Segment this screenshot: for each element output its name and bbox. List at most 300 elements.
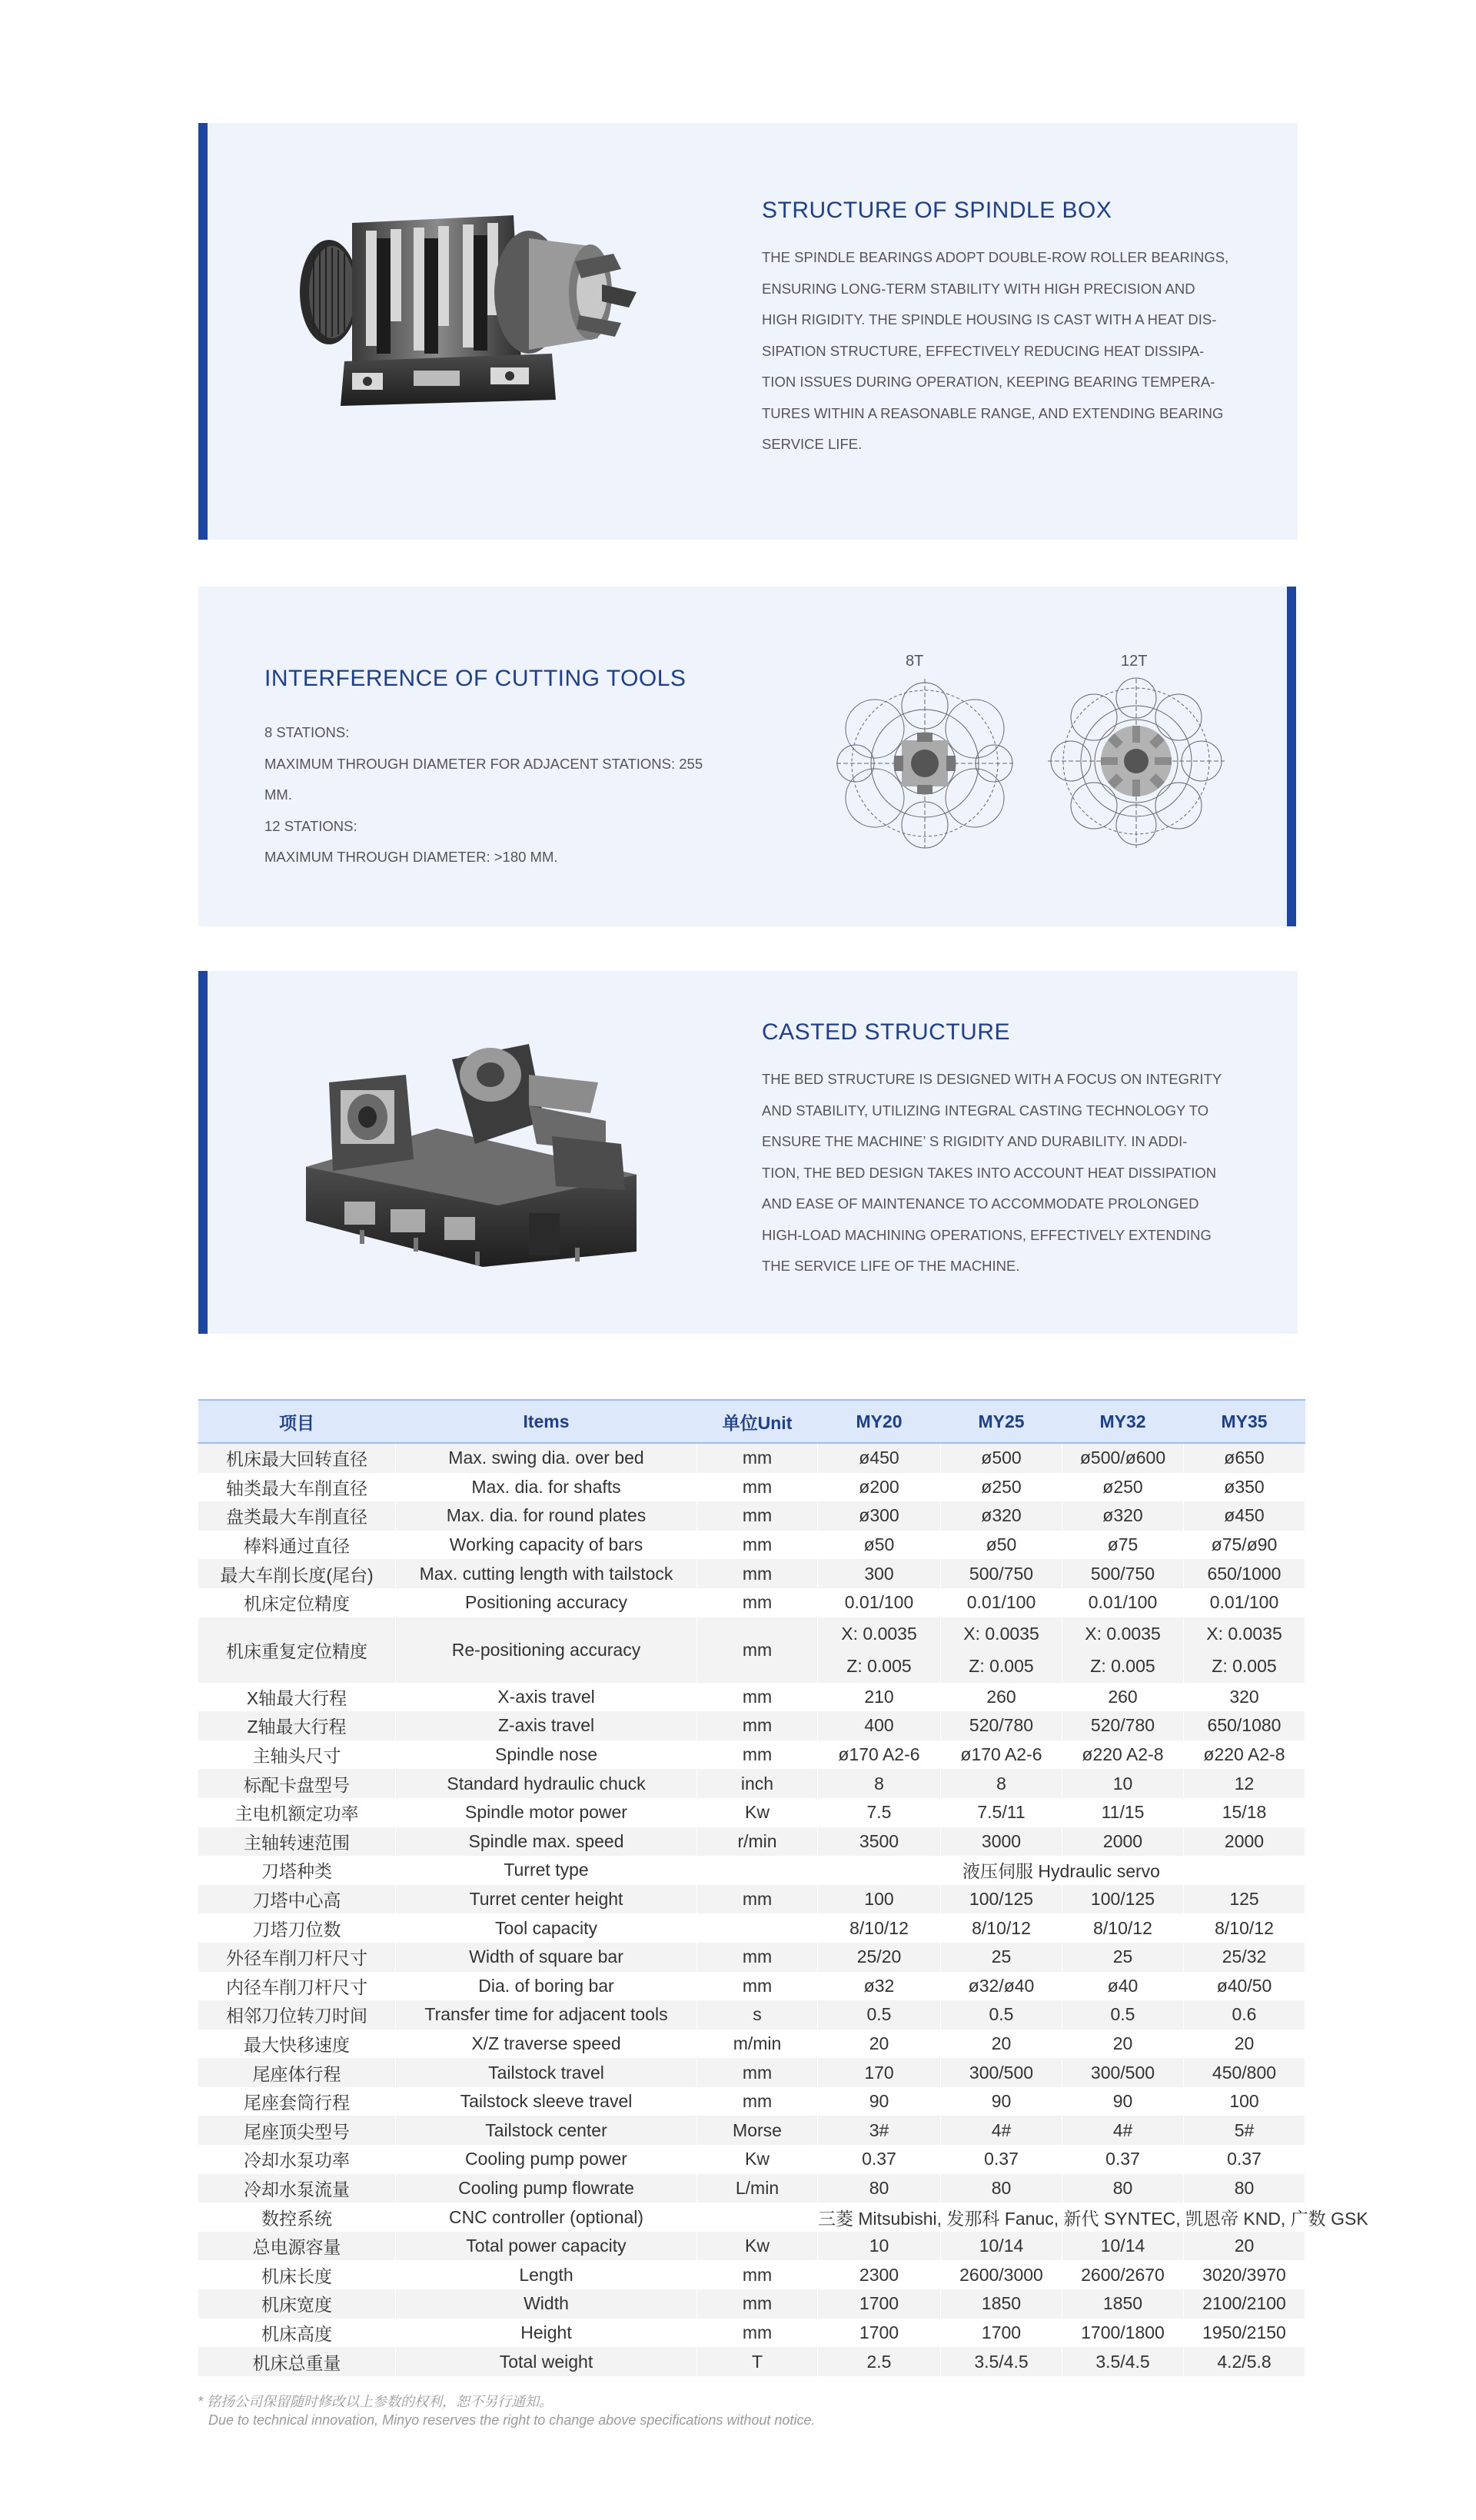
cell-value: ø450 [818,1443,941,1473]
cell-value: 0.01/100 [1062,1588,1184,1617]
cell-item-cn: 相邻刀位转刀时间 [198,2000,396,2030]
cell-item-en: Width [396,2289,697,2319]
cell-unit: mm [697,2058,818,2087]
cell-value: 4.2/5.8 [1184,2347,1305,2376]
cell-unit: mm [697,1943,818,1972]
cell-unit: inch [697,1769,818,1798]
table-row [198,2203,1305,2232]
cell-item-cn: Z轴最大行程 [198,1711,396,1740]
cell-value: 25 [941,1943,1062,1972]
cell-item-cn: 冷却水泵流量 [198,2174,396,2203]
cell-unit [697,1856,818,1885]
cell-item-en: Z-axis travel [396,1711,697,1740]
body-line: HIGH RIGIDITY. THE SPINDLE HOUSING IS CAST WITH A HEAT DIS- [762,311,1217,327]
table-body [198,1443,1368,2376]
cell-item-cn: 盘类最大车削直径 [198,1501,396,1531]
table-row [198,2087,1305,2116]
cell-value: 80 [941,2174,1062,2203]
cell-value: 1700 [941,2319,1062,2348]
cell-value: ø650 [1184,1443,1305,1473]
cell-value: 0.37 [1062,2145,1184,2174]
cell-item-en: Width of square bar [396,1943,697,1972]
cell-value: 10/14 [1062,2232,1184,2261]
cell-value: 0.5 [941,2000,1062,2030]
cell-value-x: X: 0.0035 [1206,1624,1282,1644]
turret-12t-diagram [1040,675,1232,852]
cell-value [1062,1617,1184,1683]
body-line: THE SPINDLE BEARINGS ADOPT DOUBLE-ROW ROLLER BEARINGS, [762,249,1229,265]
table-row [198,1856,1305,1885]
cell-value: ø40/50 [1184,1972,1305,2001]
table-row [198,1913,1305,1943]
cell-value: ø450 [1184,1501,1305,1531]
cell-value: 0.01/100 [1184,1588,1305,1617]
cell-value: 100 [1184,2087,1305,2116]
body-line: TURES WITHIN A REASONABLE RANGE, AND EXTENDING BEARING [762,404,1224,421]
body-line: AND STABILITY, UTILIZING INTEGRAL CASTING TECHNOLOGY TO [762,1102,1209,1119]
cell-value: 4# [1062,2116,1184,2145]
cell-value: 125 [1184,1885,1305,1914]
cell-item-en: X/Z traverse speed [396,2030,697,2059]
cell-unit: mm [697,1588,818,1617]
cell-item-en: Standard hydraulic chuck [396,1769,697,1798]
cell-value: 2100/2100 [1184,2289,1305,2319]
cell-value: 100/125 [941,1885,1062,1914]
cell-item-cn: 机床宽度 [198,2289,396,2319]
header-cell: 单位Unit [697,1400,818,1443]
table-row [198,1740,1305,1770]
body-line: THE BED STRUCTURE IS DESIGNED WITH A FOCUS ON INTEGRITY [762,1071,1222,1087]
cell-value-x: X: 0.0035 [963,1624,1039,1644]
cell-item-cn: 标配卡盘型号 [198,1769,396,1798]
cell-value: 8 [941,1769,1062,1798]
cell-value: 500/750 [941,1559,1062,1588]
cell-value-z: Z: 0.005 [1212,1656,1277,1677]
body-line: 12 STATIONS: [264,817,357,834]
cell-unit: mm [697,2289,818,2319]
cell-value: 1950/2150 [1184,2319,1305,2348]
cell-unit: mm [697,1473,818,1502]
table-row [198,2145,1305,2174]
body-line: SIPATION STRUCTURE, EFFECTIVELY REDUCING HEAT DISSIPA- [762,342,1205,359]
cell-value: 8/10/12 [1184,1913,1305,1943]
cell-value: 260 [1062,1683,1184,1712]
cell-item-cn: 主轴头尺寸 [198,1740,396,1770]
cell-unit: L/min [697,2174,818,2203]
cell-item-en: Positioning accuracy [396,1588,697,1617]
table-row [198,1943,1305,1972]
cell-item-en: Re-positioning accuracy [396,1617,697,1683]
table-row [198,2319,1305,2348]
cell-item-en: Max. cutting length with tailstock [396,1559,697,1588]
casted-structure-panel [198,971,1298,1334]
body-line: SERVICE LIFE. [762,436,863,452]
cell-value: 15/18 [1184,1798,1305,1827]
cell-value: 90 [1062,2087,1184,2116]
cell-item-cn: 机床定位精度 [198,1588,396,1617]
section-body [762,1064,1241,1282]
cell-value: 2.5 [818,2347,941,2376]
cell-value-z: Z: 0.005 [969,1656,1034,1677]
cell-value: 12 [1184,1769,1305,1798]
cell-item-cn: 机床重复定位精度 [198,1617,396,1683]
section-body [264,717,746,873]
cell-item-en: Height [396,2319,697,2348]
cell-value: 2600/2670 [1062,2260,1184,2289]
cell-value: ø170 A2-6 [941,1740,1062,1770]
cell-unit: mm [697,1617,818,1683]
cell-value-z: Z: 0.005 [1090,1656,1155,1677]
cell-value: 7.5 [818,1798,941,1827]
body-line: MAXIMUM THROUGH DIAMETER: >180 MM. [264,849,558,865]
cell-item-en: Max. dia. for shafts [396,1473,697,1502]
header-cell: 项目 [198,1400,396,1443]
table-row [198,1531,1305,1560]
cell-item-en: Turret type [396,1856,697,1885]
cell-value: 11/15 [1062,1798,1184,1827]
cell-merged-value: 液压伺服 Hydraulic servo [818,1856,1305,1885]
cell-value: 520/780 [941,1711,1062,1740]
cell-value: 25 [1062,1943,1184,1972]
cell-item-cn: 机床总重量 [198,2347,396,2376]
cell-value: 90 [818,2087,941,2116]
cell-item-en: Turret center height [396,1885,697,1914]
cell-item-cn: 主电机额定功率 [198,1798,396,1827]
cell-unit: Kw [697,2145,818,2174]
table-row [198,1443,1305,1473]
cell-value: 0.5 [1062,2000,1184,2030]
spindle-box-image [298,208,644,423]
cell-item-en: Spindle max. speed [396,1827,697,1857]
cell-value: ø500/ø600 [1062,1443,1184,1473]
footnote-cn: * 铭扬公司保留随时修改以上参数的权利，恕不另行通知。 [198,2394,554,2409]
cell-value: ø500 [941,1443,1062,1473]
cell-value: 3.5/4.5 [1062,2347,1184,2376]
body-line: 8 STATIONS: [264,724,350,740]
header-cell: Items [396,1400,697,1443]
cell-value: ø320 [1062,1501,1184,1531]
section-title: INTERFERENCE OF CUTTING TOOLS [264,666,686,691]
cell-value: 300/500 [941,2058,1062,2087]
cell-value: 0.37 [818,2145,941,2174]
cell-value: 0.37 [1184,2145,1305,2174]
table-row [198,2058,1305,2087]
cell-value: 0.5 [818,2000,941,2030]
cell-value: ø220 A2-8 [1062,1740,1184,1770]
cutting-tools-panel [198,587,1296,926]
cell-unit: mm [697,2087,818,2116]
cell-item-en: Cooling pump flowrate [396,2174,697,2203]
cell-item-cn: 数控系统 [198,2203,396,2232]
cell-item-en: Tailstock center [396,2116,697,2145]
cell-value: ø250 [1062,1473,1184,1502]
cell-value: 520/780 [1062,1711,1184,1740]
cell-value: 8/10/12 [818,1913,941,1943]
cell-item-en: Spindle motor power [396,1798,697,1827]
cell-unit: Kw [697,2232,818,2261]
body-line: ENSURING LONG-TERM STABILITY WITH HIGH PRECISION AND [762,280,1195,297]
cell-value: ø320 [941,1501,1062,1531]
header-cell: MY32 [1062,1400,1184,1443]
table-row [198,2347,1305,2376]
cell-value: 7.5/11 [941,1798,1062,1827]
cell-value: 8 [818,1769,941,1798]
cell-value [818,1617,941,1683]
cell-item-cn: 轴类最大车削直径 [198,1473,396,1502]
cell-value: ø170 A2-6 [818,1740,941,1770]
table-row [198,2030,1305,2059]
cell-value: 450/800 [1184,2058,1305,2087]
body-line: MM. [264,786,292,803]
spindle-box-panel [198,123,1298,540]
turret-8t-diagram [829,675,1021,852]
table-row [198,2260,1305,2289]
section-body [762,242,1241,460]
cell-value: 100 [818,1885,941,1914]
cell-value: ø200 [818,1473,941,1502]
cell-item-en: Working capacity of bars [396,1531,697,1560]
body-line: MAXIMUM THROUGH DIAMETER FOR ADJACENT STATIONS: 255 [264,755,703,772]
cell-value: ø350 [1184,1473,1305,1502]
body-line: TION ISSUES DURING OPERATION, KEEPING BEARING TEMPERA- [762,374,1215,390]
cell-item-en: Tailstock sleeve travel [396,2087,697,2116]
cell-item-cn: 尾座顶尖型号 [198,2116,396,2145]
cell-item-cn: 刀塔刀位数 [198,1913,396,1943]
table-row [198,1588,1305,1617]
cell-value: 0.6 [1184,2000,1305,2030]
table-row [198,1473,1305,1502]
cell-item-cn: 主轴转速范围 [198,1827,396,1857]
cell-unit: mm [697,1972,818,2001]
cell-unit: m/min [697,2030,818,2059]
cell-unit: mm [697,2260,818,2289]
cell-value [941,1617,1062,1683]
cell-value: 80 [1184,2174,1305,2203]
cell-value: 210 [818,1683,941,1712]
cell-unit: mm [697,1559,818,1588]
cell-value-x: X: 0.0035 [841,1624,917,1644]
table-row [198,2116,1305,2145]
cell-item-en: Dia. of boring bar [396,1972,697,2001]
cell-value: 20 [1184,2030,1305,2059]
cell-value: ø75/ø90 [1184,1531,1305,1560]
cell-item-cn: 棒料通过直径 [198,1531,396,1560]
cell-value: 0.37 [941,2145,1062,2174]
cell-unit: Kw [697,1798,818,1827]
cell-value: 90 [941,2087,1062,2116]
cell-item-en: Tool capacity [396,1913,697,1943]
cell-value: ø32 [818,1972,941,2001]
cell-value: 3020/3970 [1184,2260,1305,2289]
cell-unit: mm [697,1683,818,1712]
cell-item-cn: 刀塔中心高 [198,1885,396,1914]
cell-value: ø40 [1062,1972,1184,2001]
cell-item-cn: 机床长度 [198,2260,396,2289]
table-row [198,1827,1305,1857]
turret-12t-label: 12T [1121,653,1148,670]
table-row [198,1683,1305,1712]
cell-item-cn: 冷却水泵功率 [198,2145,396,2174]
footnote-en: Due to technical innovation, Minyo reserves the right to change above specifications without notice. [208,2412,816,2428]
cell-unit: mm [697,1740,818,1770]
cell-value: 400 [818,1711,941,1740]
table-row [198,2174,1305,2203]
cell-value: 1850 [1062,2289,1184,2319]
cell-value: ø300 [818,1501,941,1531]
cell-item-en: Max. dia. for round plates [396,1501,697,1531]
header-cell: MY25 [941,1400,1062,1443]
cell-value: 20 [1062,2030,1184,2059]
table-row [198,1798,1305,1827]
table-row [198,1885,1305,1914]
cell-unit: Morse [697,2116,818,2145]
cell-value: 2000 [1184,1827,1305,1857]
cell-value: ø32/ø40 [941,1972,1062,2001]
section-title: CASTED STRUCTURE [762,1019,1011,1045]
spec-table [198,1399,1368,2376]
cell-item-cn: X轴最大行程 [198,1683,396,1712]
cell-item-cn: 内径车削刀杆尺寸 [198,1972,396,2001]
cell-value: 8/10/12 [1062,1913,1184,1943]
cell-value: 25/20 [818,1943,941,1972]
cell-unit: s [697,2000,818,2030]
cell-item-en: Transfer time for adjacent tools [396,2000,697,2030]
cell-value: 2600/3000 [941,2260,1062,2289]
accent-bar [198,971,208,1334]
cell-item-cn: 尾座体行程 [198,2058,396,2087]
header-cell: MY20 [818,1400,941,1443]
cell-value: 320 [1184,1683,1305,1712]
cell-value: 260 [941,1683,1062,1712]
cell-value: 0.01/100 [818,1588,941,1617]
cell-value: 2000 [1062,1827,1184,1857]
cell-item-en: Length [396,2260,697,2289]
cell-value: 10 [1062,1769,1184,1798]
cell-unit [697,1913,818,1943]
table-header-row [198,1400,1305,1443]
cell-value: 5# [1184,2116,1305,2145]
cell-value: 650/1000 [1184,1559,1305,1588]
body-line: AND EASE OF MAINTENANCE TO ACCOMMODATE PROLONGED [762,1195,1199,1212]
cell-value: 80 [818,2174,941,2203]
cell-value: 2300 [818,2260,941,2289]
cell-value: 20 [818,2030,941,2059]
cell-value: ø50 [818,1531,941,1560]
cell-value: 300/500 [1062,2058,1184,2087]
spec-table-container [198,1399,1368,2376]
accent-bar [1287,587,1296,926]
body-line: THE SERVICE LIFE OF THE MACHINE. [762,1258,1020,1274]
cell-value: 3# [818,2116,941,2145]
cell-item-cn: 机床最大回转直径 [198,1443,396,1473]
cell-unit: mm [697,1531,818,1560]
cell-value: 3500 [818,1827,941,1857]
cell-item-en: Total weight [396,2347,697,2376]
cell-value: 1700 [818,2289,941,2319]
cell-value: 3000 [941,1827,1062,1857]
cell-unit: mm [697,1443,818,1473]
body-line: HIGH-LOAD MACHINING OPERATIONS, EFFECTIVELY EXTENDING [762,1226,1212,1243]
cell-unit [697,2203,818,2232]
cell-value: 0.01/100 [941,1588,1062,1617]
table-row [198,1617,1305,1683]
cell-value: 20 [1184,2232,1305,2261]
cell-unit: mm [697,2319,818,2348]
cell-value: 500/750 [1062,1559,1184,1588]
cell-value: 1700 [818,2319,941,2348]
cell-value: 1700/1800 [1062,2319,1184,2348]
cell-unit: r/min [697,1827,818,1857]
table-row [198,1972,1305,2001]
table-row [198,1501,1305,1531]
table-row [198,1711,1305,1740]
cell-item-en: Spindle nose [396,1740,697,1770]
cell-value: 4# [941,2116,1062,2145]
footnote [198,2392,815,2429]
table-row [198,2000,1305,2030]
cell-merged-value: 三菱 Mitsubishi, 发那科 Fanuc, 新代 SYNTEC, 凯恩帝 KND, 广数 GSK [818,2203,1305,2232]
cell-value: ø75 [1062,1531,1184,1560]
cell-value: 170 [818,2058,941,2087]
table-row [198,1769,1305,1798]
cell-item-cn: 外径车削刀杆尺寸 [198,1943,396,1972]
cell-item-cn: 最大快移速度 [198,2030,396,2059]
cell-unit: mm [697,1885,818,1914]
body-line: ENSURE THE MACHINE’ S RIGIDITY AND DURABILITY. IN ADDI- [762,1133,1188,1149]
table-row [198,1559,1305,1588]
cell-value: 8/10/12 [941,1913,1062,1943]
cell-value: 100/125 [1062,1885,1184,1914]
cell-item-en: Total power capacity [396,2232,697,2261]
cell-value: 10 [818,2232,941,2261]
cell-item-en: Tailstock travel [396,2058,697,2087]
cell-value: ø50 [941,1531,1062,1560]
cell-unit: mm [697,1501,818,1531]
cell-unit: mm [697,1711,818,1740]
cell-value-z: Z: 0.005 [846,1656,912,1677]
cell-value: 300 [818,1559,941,1588]
accent-bar [198,123,208,540]
table-row [198,2232,1305,2261]
section-title: STRUCTURE OF SPINDLE BOX [762,198,1112,223]
body-line: TION, THE BED DESIGN TAKES INTO ACCOUNT HEAT DISSIPATION [762,1164,1217,1181]
turret-8t-label: 8T [906,653,924,670]
cell-value: ø250 [941,1473,1062,1502]
cell-value: ø220 A2-8 [1184,1740,1305,1770]
cell-item-en: X-axis travel [396,1683,697,1712]
cell-item-cn: 最大车削长度(尾台) [198,1559,396,1588]
machine-bed-image [298,1029,652,1275]
cell-item-cn: 尾座套筒行程 [198,2087,396,2116]
cell-unit: T [697,2347,818,2376]
cell-item-cn: 刀塔种类 [198,1856,396,1885]
cell-value [1184,1617,1305,1683]
cell-value: 25/32 [1184,1943,1305,1972]
cell-item-en: CNC controller (optional) [396,2203,697,2232]
cell-value: 650/1080 [1184,1711,1305,1740]
cell-item-cn: 总电源容量 [198,2232,396,2261]
cell-item-en: Max. swing dia. over bed [396,1443,697,1473]
cell-value-x: X: 0.0035 [1085,1624,1161,1644]
cell-value: 80 [1062,2174,1184,2203]
table-row [198,2289,1305,2319]
cell-value: 20 [941,2030,1062,2059]
cell-value: 10/14 [941,2232,1062,2261]
cell-value: 1850 [941,2289,1062,2319]
cell-item-cn: 机床高度 [198,2319,396,2348]
cell-item-en: Cooling pump power [396,2145,697,2174]
header-cell: MY35 [1184,1400,1305,1443]
